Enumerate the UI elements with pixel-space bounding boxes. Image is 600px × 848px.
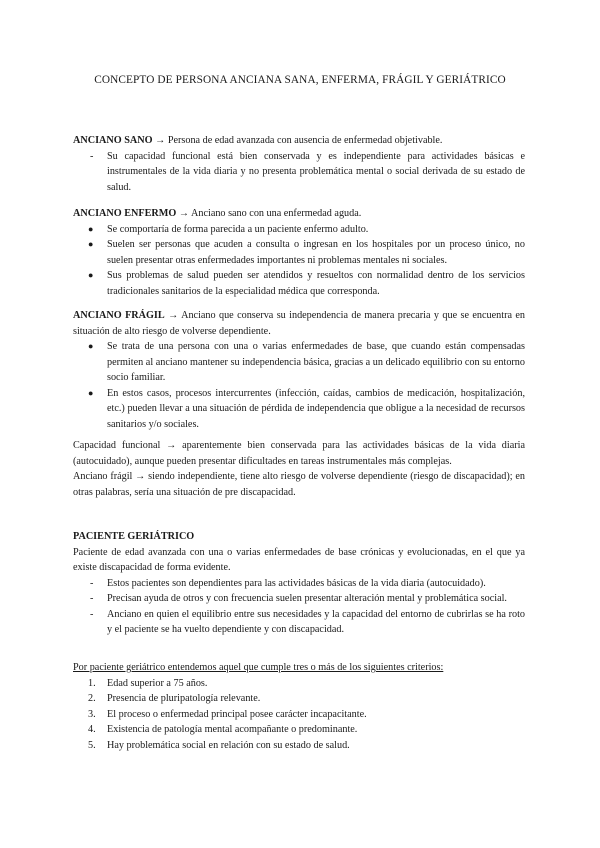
fragil-heading: ANCIANO FRÁGIL xyxy=(73,310,165,321)
sano-list xyxy=(73,149,525,196)
section-anciano-sano xyxy=(73,133,525,195)
enfermo-heading: ANCIANO ENFERMO xyxy=(73,208,177,219)
list-item: - Precisan ayuda de otros y con frecuencia suelen presentar alteración mental y problemática social. xyxy=(73,591,525,607)
geriatrico-list xyxy=(73,576,525,638)
list-item: ● Suelen ser personas que acuden a consulta o ingresan en los hospitales por un proceso único, no suelen presentar otras enfermedades importantes ni problemas mentales ni sociales. xyxy=(73,237,525,268)
section-capacidad-funcional xyxy=(73,438,525,500)
geriatrico-heading: PACIENTE GERIÁTRICO xyxy=(73,531,195,542)
criteria-text: Hay problemática social en relación con su estado de salud. xyxy=(107,739,350,751)
criteria-number: 5. xyxy=(88,739,96,751)
section-anciano-enfermo xyxy=(73,206,525,299)
list-item: ● En estos casos, procesos intercurrentes (infección, caídas, cambios de medicación, hospitalización, etc.) pueden llevar a una situación de pérdida de independencia que obligue a la necesidad de recursos sanitarios y/o sociales. xyxy=(73,386,525,433)
criteria-number: 3. xyxy=(88,708,96,720)
fragil-definition xyxy=(73,308,525,339)
sano-heading: ANCIANO SANO xyxy=(73,135,153,146)
fragil-definition-text: → Anciano que conserva su independencia de manera precaria y que se encuentra en situación de alto riesgo de volverse dependiente. xyxy=(73,310,525,337)
list-item: - Su capacidad funcional está bien conservada y es independiente para actividades básicas e instrumentales de la vida diaria y no presenta problemática mental o social derivada de su estado de salud. xyxy=(73,149,525,196)
criteria-item xyxy=(73,722,525,738)
criteria-text: Edad superior a 75 años. xyxy=(107,677,208,689)
list-item: - Anciano en quien el equilibrio entre sus necesidades y la capacidad del entorno de cubrirlas se ha roto y el paciente se ha vuelto dependiente y con discapacidad. xyxy=(73,607,525,638)
list-item: ● Sus problemas de salud pueden ser atendidos y resueltos con normalidad dentro de los servicios tradicionales sanitarios de la especialidad médica que corresponda. xyxy=(73,268,525,299)
sano-definition-text: → Persona de edad avanzada con ausencia de enfermedad objetivable. xyxy=(152,135,443,146)
criteria-item xyxy=(73,691,525,707)
criteria-text: Existencia de patología mental acompañante o predominante. xyxy=(107,724,358,735)
document-title: CONCEPTO DE PERSONA ANCIANA SANA, ENFERMA, FRÁGIL Y GERIÁTRICO xyxy=(94,74,506,86)
section-paciente-geriatrico xyxy=(73,529,525,638)
criteria-number: 2. xyxy=(88,693,96,704)
criteria-item xyxy=(73,738,525,754)
criteria-number: 4. xyxy=(88,724,96,735)
fragil-list xyxy=(73,339,525,432)
geriatrico-intro: Paciente de edad avanzada con una o varias enfermedades de base crónicas y evolucionadas, en el que ya existe discapacidad de forma evidente. xyxy=(73,546,525,573)
criteria-text: Presencia de pluripatología relevante. xyxy=(107,693,261,704)
enfermo-definition xyxy=(73,206,525,222)
list-item: - Estos pacientes son dependientes para las actividades básicas de la vida diaria (autocuidado). xyxy=(73,576,525,592)
list-item: ● Se comportaría de forma parecida a un paciente enfermo adulto. xyxy=(73,222,525,238)
sano-definition xyxy=(73,133,525,149)
section-criterios xyxy=(73,660,525,753)
criteria-item xyxy=(73,676,525,692)
section-anciano-fragil xyxy=(73,308,525,432)
criteria-title: Por paciente geriátrico entendemos aquel que cumple tres o más de los siguientes criterios: xyxy=(73,662,444,673)
enfermo-list xyxy=(73,222,525,300)
criteria-number: 1. xyxy=(88,677,96,689)
criteria-item xyxy=(73,707,525,723)
fragil-note-paragraph: Anciano frágil → siendo independiente, tiene alto riesgo de volverse dependiente (riesgo de discapacidad); en otras palabras, sería una situación de pre discapacidad. xyxy=(73,471,525,498)
criteria-text: El proceso o enfermedad principal posee carácter incapacitante. xyxy=(107,708,367,720)
criteria-list xyxy=(73,676,525,754)
list-item: ● Se trata de una persona con una o varias enfermedades de base, que cuando están compensadas permiten al anciano mantener su independencia básica, gracias a un delicado equilibrio con su entorno socio familiar. xyxy=(73,339,525,386)
enfermo-definition-text: → Anciano sano con una enfermedad aguda. xyxy=(176,208,362,219)
capacidad-paragraph: Capacidad funcional → aparentemente bien conservada para las actividades básicas de la vida diaria (autocuidado), aunque pueden presentar dificultades en tareas instrumentales más complejas. xyxy=(73,440,525,467)
